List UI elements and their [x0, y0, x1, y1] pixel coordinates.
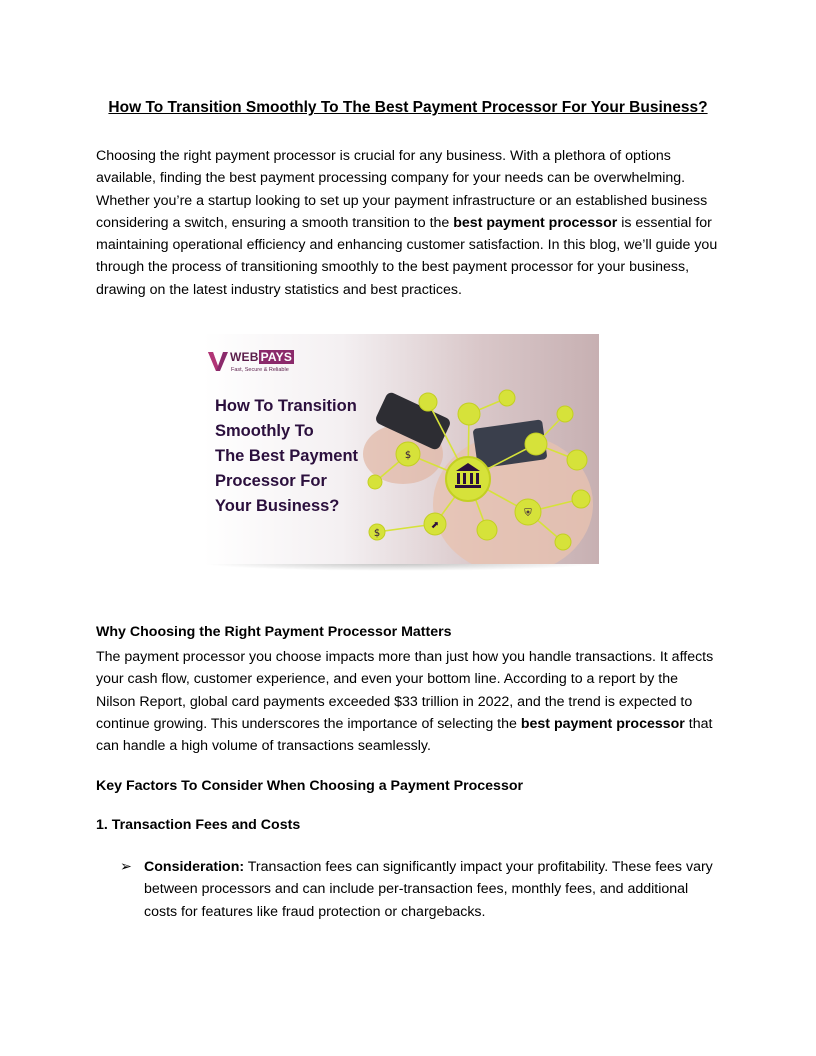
- svg-text:$: $: [373, 528, 381, 539]
- banner-image: [203, 334, 599, 564]
- arrow-bullet-icon: ➢: [120, 859, 132, 875]
- svg-text:⛨: ⛨: [524, 508, 532, 519]
- intro-paragraph: Choosing the right payment processor is crucial for any business. With a plethora of options available, finding the best payment processing company for your needs can be overwhelming. Whether you’re a startup looking to set up your payment infrastructure or an established business considering a switch, ensuring a smooth transition to the best payment processor is essential for maintaining operational efficiency and enhancing customer satisfaction. In this blog, we’ll guide you through the process of transitioning smoothly to the best payment processor for your business, drawing on the latest industry statistics and best practices.: [96, 148, 718, 298]
- bullet-text: Consideration: Transaction fees can significantly impact your profitability. These fees vary between processors and can include per-transaction fees, monthly fees, and additional costs for features like fraud protection or chargebacks.: [144, 859, 713, 920]
- why-paragraph: The payment processor you choose impacts more than just how you handle transactions. It affects your cash flow, customer experience, and even your bottom line. According to a report by the Nilson Report, global card payments exceeded $33 trillion in 2022, and the trend is expected to continue growing. This underscores the importance of selecting the best payment processor that can handle a high volume of transactions seamlessly.: [96, 649, 714, 755]
- section-heading-key-factors: Key Factors To Consider When Choosing a Payment Processor: [96, 778, 524, 794]
- banner-headline: How To Transition Smoothly To The Best Payment Processor For Your Business?: [215, 397, 359, 515]
- webpays-wordmark: WEB PAYS: [230, 350, 293, 364]
- document-title: How To Transition Smoothly To The Best Payment Processor For Your Business?: [108, 99, 708, 116]
- banner-tagline: Fast, Secure & Reliable: [231, 367, 289, 373]
- section-heading-why: Why Choosing the Right Payment Processor Matters: [96, 624, 452, 640]
- section-heading-fees: 1. Transaction Fees and Costs: [96, 817, 301, 833]
- webpays-logo-icon: [207, 350, 229, 372]
- svg-text:$: $: [404, 450, 412, 461]
- svg-text:⬈: ⬈: [430, 520, 440, 531]
